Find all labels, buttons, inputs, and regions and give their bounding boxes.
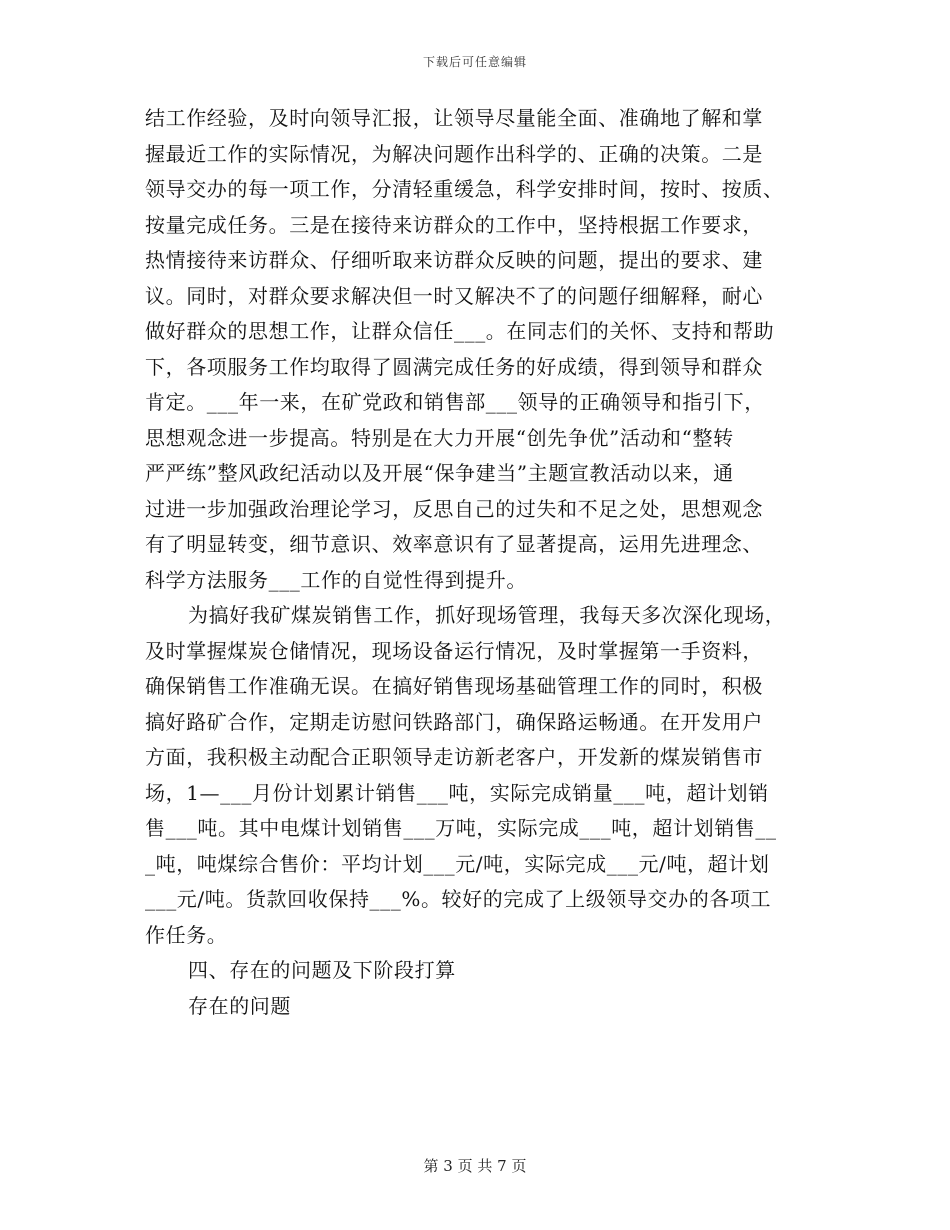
text-line: 场，1—___月份计划累计销售___吨，实际完成销量___吨，超计划销 (145, 781, 769, 805)
text-line: 有了明显转变，细节意识、效率意识有了显著提高，运用先进理念、 (145, 532, 763, 556)
text-line: 做好群众的思想工作，让群众信任___。在同志们的关怀、支持和帮助 (145, 319, 775, 343)
paragraph-start-line: 为搞好我矿煤炭销售工作，抓好现场管理，我每天多次深化现场， (188, 603, 786, 627)
text-line: 热情接待来访群众、仔细听取来访群众反映的问题，提出的要求、建 (145, 248, 763, 272)
text-line: 肯定。___年一来，在矿党政和销售部___领导的正确领导和指引下， (145, 390, 765, 414)
paragraph-start-line: 四、存在的问题及下阶段打算 (188, 958, 456, 982)
page-header-note: 下载后可任意编辑 (422, 55, 527, 69)
text-line: 作任务。 (145, 923, 228, 947)
text-line: 按量完成任务。三是在接待来访群众的工作中，坚持根据工作要求， (145, 213, 763, 237)
text-line: 科学方法服务___工作的自觉性得到提升。 (145, 568, 527, 592)
text-line: 下，各项服务工作均取得了圆满完成任务的好成绩，得到领导和群众 (145, 355, 763, 379)
text-line: 确保销售工作准确无误。在搞好销售现场基础管理工作的同时，积极 (145, 674, 763, 698)
text-line: 严严练”整风政纪活动以及开展“保争建当”主题宣教活动以来，通 (145, 461, 734, 485)
text-line: 结工作经验，及时向领导汇报，让领导尽量能全面、准确地了解和掌 (145, 106, 763, 130)
text-line: 方面，我积极主动配合正职领导走访新老客户，开发新的煤炭销售市 (145, 745, 763, 769)
paragraph-start-line: 存在的问题 (188, 994, 291, 1018)
text-line: 握最近工作的实际情况，为解决问题作出科学的、正确的决策。二是 (145, 142, 763, 166)
text-line: 领导交办的每一项工作，分清轻重缓急，科学安排时间，按时、按质、 (145, 177, 784, 201)
text-line: 及时掌握煤炭仓储情况，现场设备运行情况，及时掌握第一手资料， (145, 639, 763, 663)
text-line: 过进一步加强政治理论学习，反思自己的过失和不足之处，思想观念 (145, 497, 763, 521)
text-line: 思想观念进一步提高。特别是在大力开展“创先争优”活动和“整转 (145, 426, 734, 450)
text-line: 议。同时，对群众要求解决但一时又解决不了的问题仔细解释，耐心 (145, 284, 763, 308)
text-line: ___元/吨。货款回收保持___%。较好的完成了上级领导交办的各项工 (145, 887, 772, 911)
text-line: 搞好路矿合作，定期走访慰问铁路部门，确保路运畅通。在开发用户 (145, 710, 763, 734)
text-line: _吨，吨煤综合售价：平均计划___元/吨，实际完成___元/吨，超计划 (145, 852, 770, 876)
page-number: 第 3 页 共 7 页 (423, 1157, 527, 1175)
text-line: 售___吨。其中电煤计划销售___万吨，实际完成___吨，超计划销售__ (145, 816, 777, 840)
